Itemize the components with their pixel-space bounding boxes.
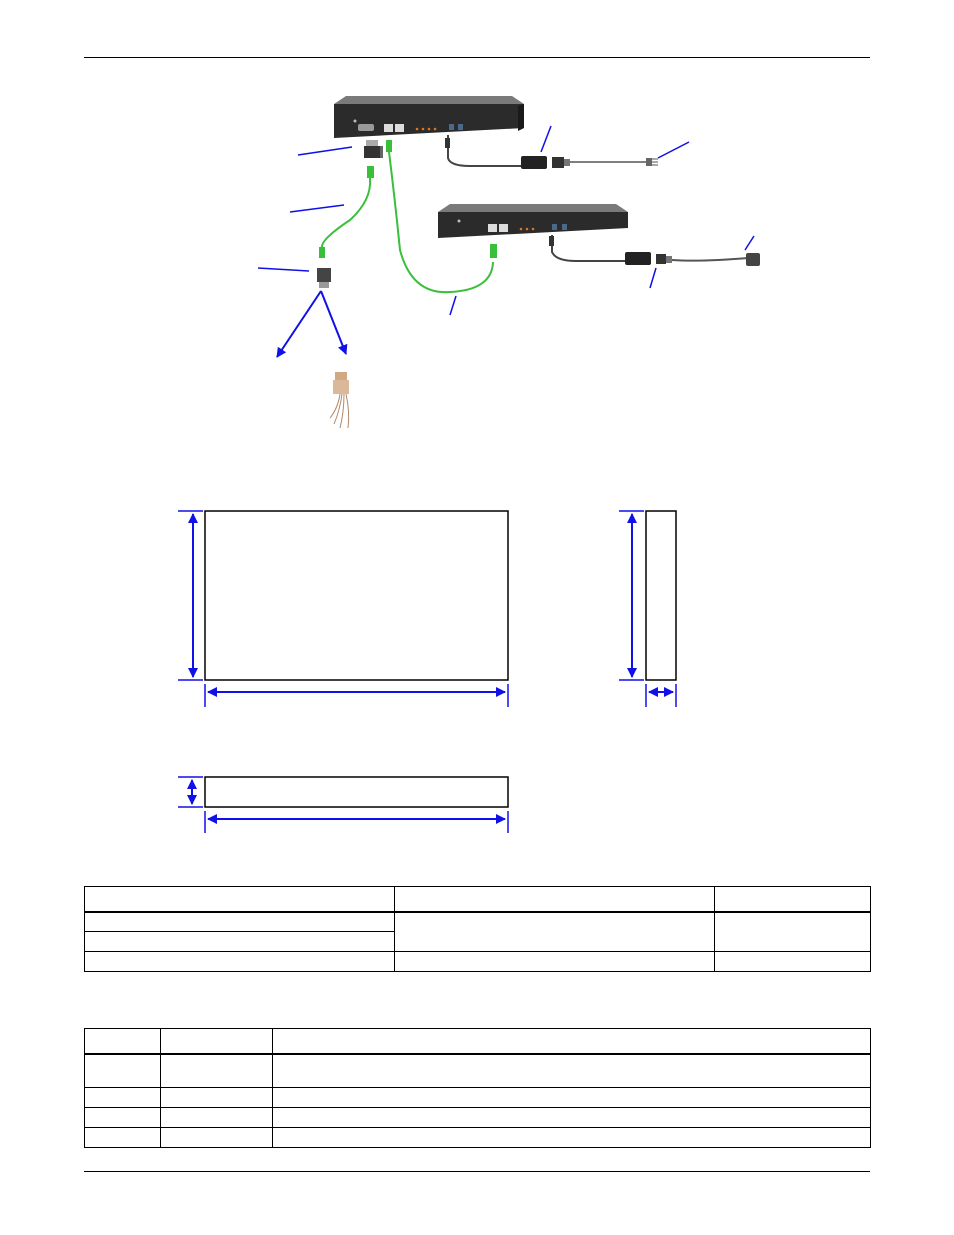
table-cell xyxy=(85,1128,161,1148)
table-cell xyxy=(85,1054,161,1088)
table-row xyxy=(85,1128,871,1148)
table-header-cell xyxy=(715,887,871,912)
device-2-icon xyxy=(438,204,628,238)
top-view-width-dimension xyxy=(205,811,508,833)
description-table xyxy=(84,1028,871,1148)
table-cell xyxy=(85,932,395,952)
table-cell xyxy=(85,952,395,972)
table-cell-merged xyxy=(395,912,715,952)
table-header-cell xyxy=(85,1029,161,1054)
table-cell xyxy=(161,1054,273,1088)
table-cell xyxy=(273,1108,871,1128)
side-view-depth-dimension xyxy=(646,684,676,707)
power-adapter-1-icon xyxy=(445,135,658,169)
top-view-height-dimension xyxy=(178,777,203,807)
front-view-height-dimension xyxy=(178,511,203,680)
table-cell xyxy=(85,1108,161,1128)
table-row xyxy=(85,1054,871,1088)
table-cell xyxy=(161,1108,273,1128)
table-cell xyxy=(395,952,715,972)
table-row xyxy=(85,1088,871,1108)
table-cell xyxy=(273,1088,871,1108)
table-header-cell xyxy=(85,887,395,912)
direction-arrows xyxy=(277,291,346,357)
table-cell xyxy=(85,912,395,932)
front-view-outline xyxy=(205,511,508,680)
side-view-outline xyxy=(646,511,676,680)
table-cell xyxy=(715,952,871,972)
table-cell xyxy=(161,1128,273,1148)
table-cell xyxy=(85,1088,161,1108)
table-row xyxy=(85,1108,871,1128)
table-cell xyxy=(161,1088,273,1108)
table-header-cell xyxy=(273,1029,871,1054)
table-row xyxy=(85,952,871,972)
front-view-width-dimension xyxy=(205,684,508,707)
table-cell xyxy=(273,1128,871,1148)
table-header-cell xyxy=(395,887,715,912)
wire-pigtail-icon xyxy=(330,372,349,428)
top-view-outline xyxy=(205,777,508,807)
table-row xyxy=(85,912,871,932)
power-adapter-2-icon xyxy=(549,235,760,266)
specifications-table xyxy=(84,886,871,972)
rj45-cable-1-icon xyxy=(319,166,374,258)
table-cell-merged xyxy=(715,912,871,952)
footer-rule xyxy=(84,1171,870,1172)
connection-diagram xyxy=(0,0,954,440)
table-cell xyxy=(273,1054,871,1088)
db9-adapter-icon xyxy=(364,140,383,158)
table-header-cell xyxy=(161,1029,273,1054)
side-view-height-dimension xyxy=(619,511,644,680)
db9-adapter-2-icon xyxy=(317,268,331,288)
device-1-icon xyxy=(334,96,524,138)
